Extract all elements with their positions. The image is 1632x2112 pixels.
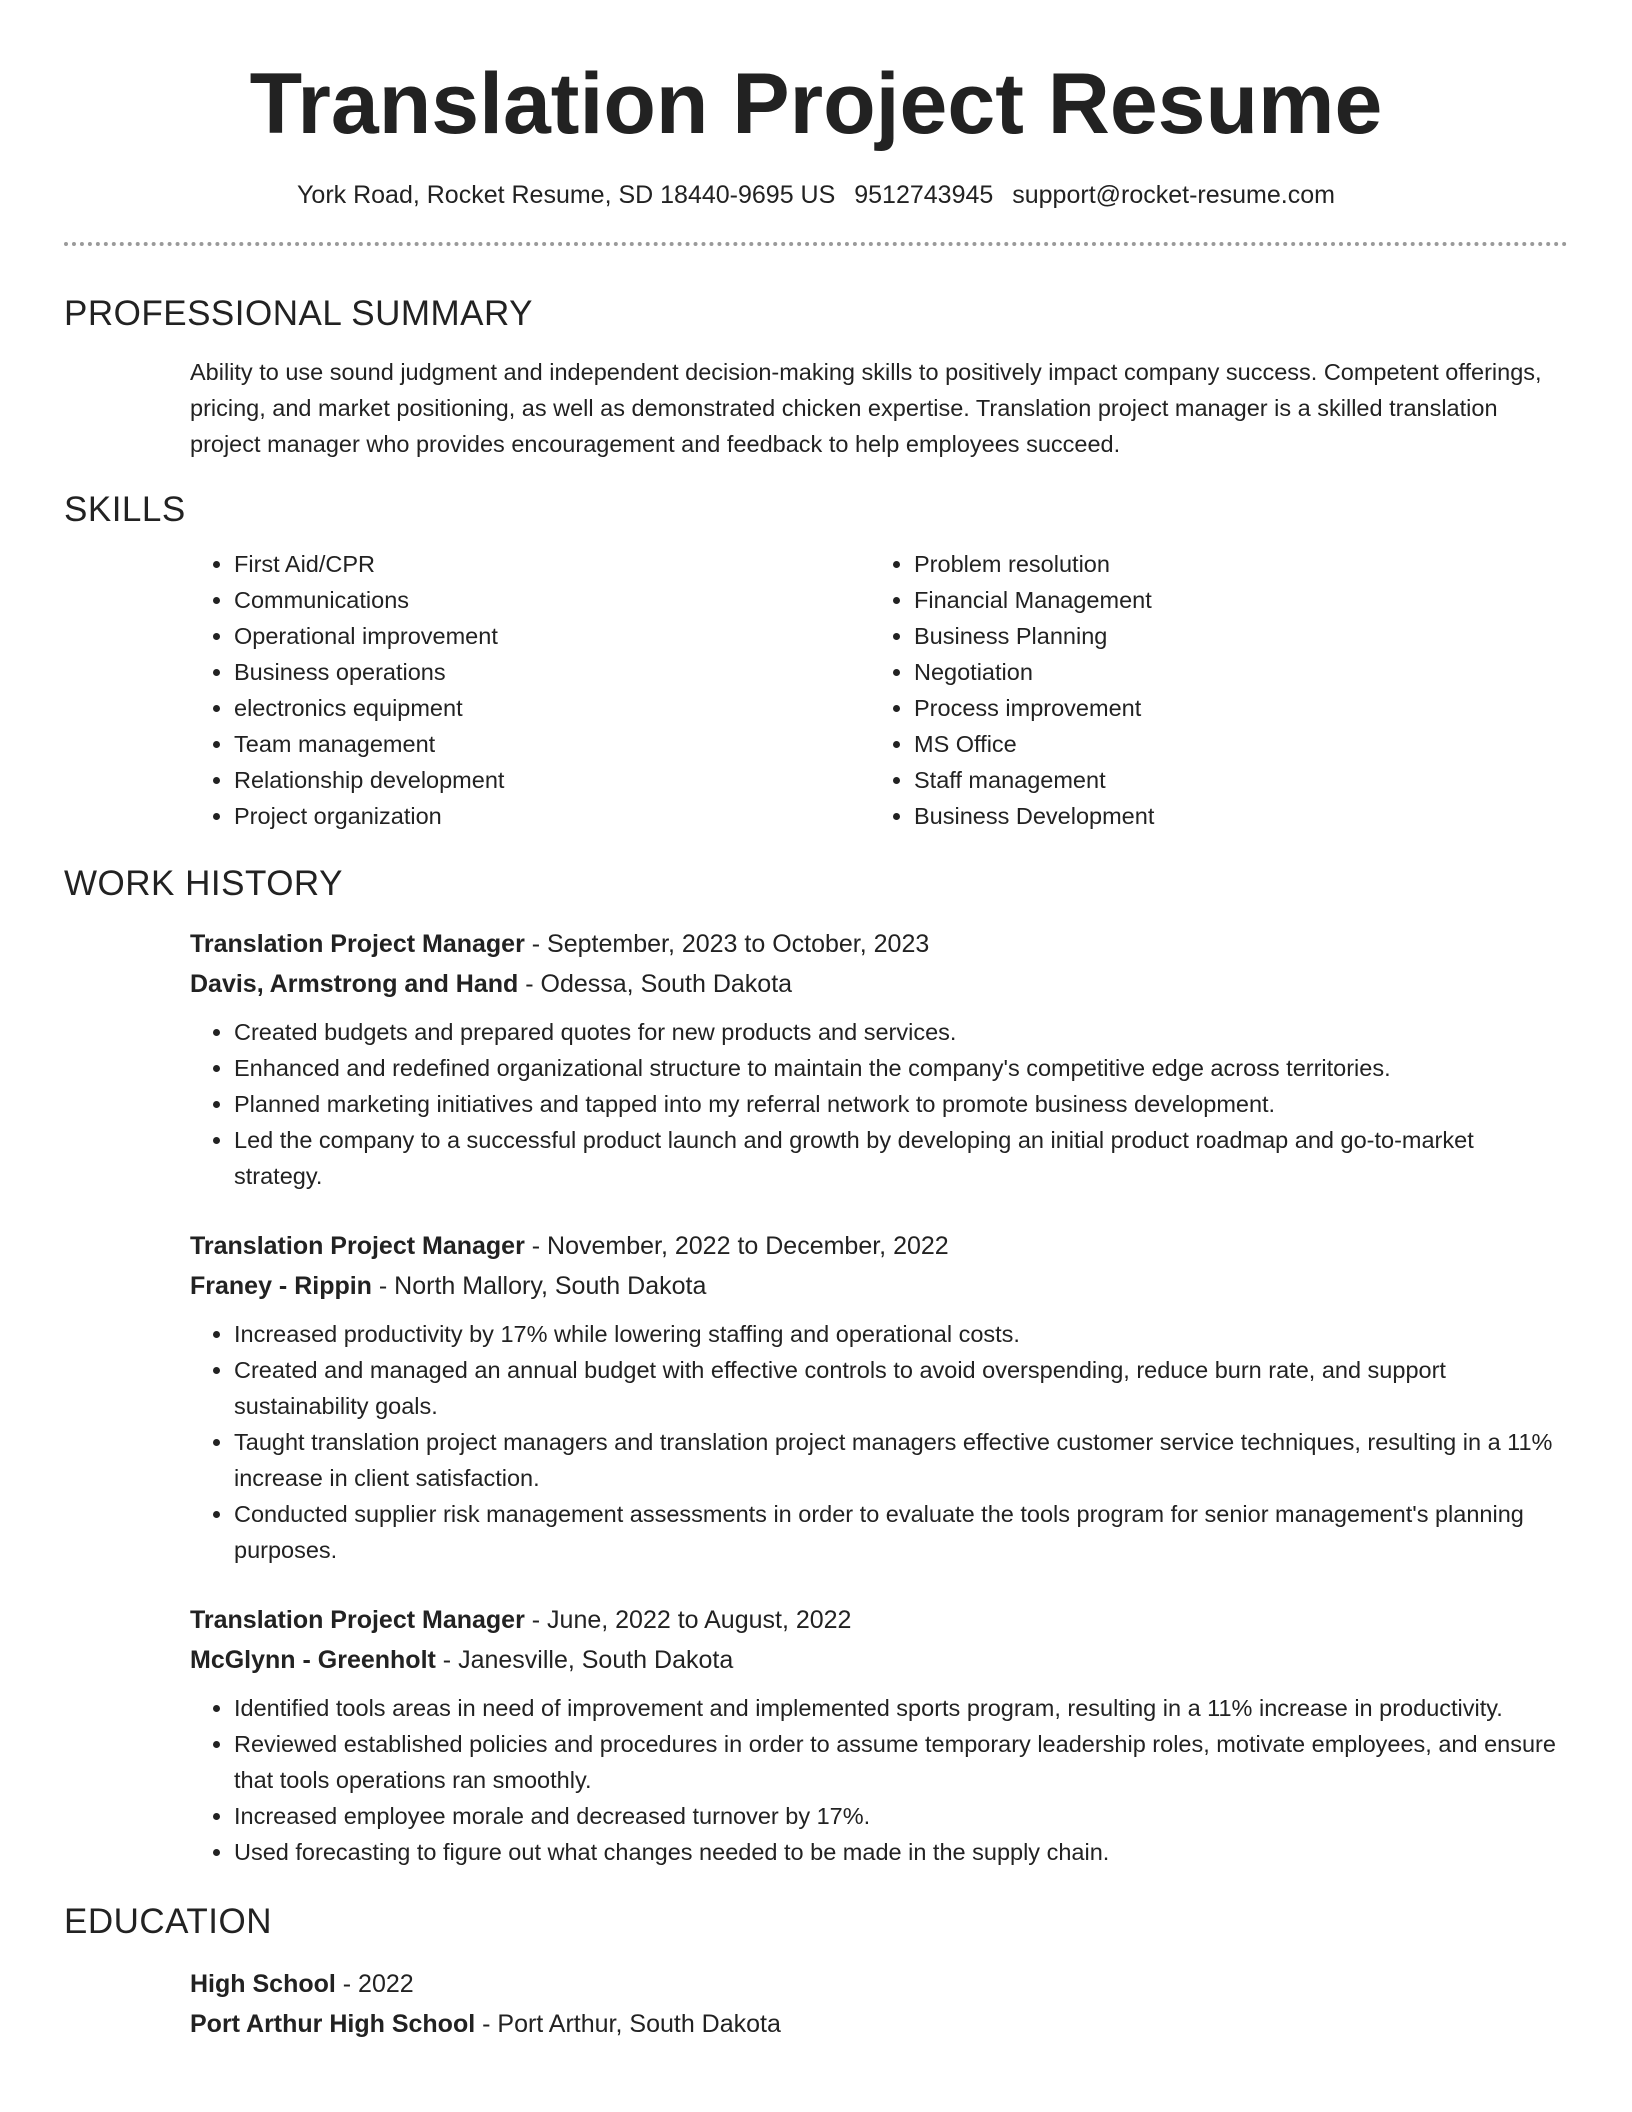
job-bullet: • Led the company to a successful product launch and growth by developing an initial product roadmap and go-to-market strategy. [234,1122,1568,1194]
contact-line [64,178,1568,212]
contact-phone: 9512743945 [854,181,994,209]
job-bullet: • Planned marketing initiatives and tapped into my referral network to promote business development. [234,1086,1568,1122]
job-dates: - June, 2022 to August, 2022 [524,1606,852,1634]
summary-heading: PROFESSIONAL SUMMARY [64,294,533,333]
skill-item: • Financial Management [914,582,1534,618]
job-title-line [190,924,1568,964]
header-divider [64,242,1568,246]
job-company-line [190,1640,1568,1680]
education-school: Port Arthur High School [190,2010,476,2038]
skill-item: • First Aid/CPR [234,546,870,582]
job-title: Translation Project Manager [190,1606,525,1634]
skill-item: • Relationship development [234,762,870,798]
skill-item: • electronics equipment [234,690,870,726]
job-bullet: • Created and managed an annual budget with effective controls to avoid overspending, reduce burn rate, and support sustainability goals. [234,1352,1568,1424]
education-location: - Port Arthur, South Dakota [475,2010,781,2038]
skill-item: • MS Office [914,726,1534,762]
education-heading: EDUCATION [64,1902,273,1941]
job-bullet: • Conducted supplier risk management assessments in order to evaluate the tools program for senior management's planning purposes. [234,1496,1568,1568]
summary-text: Ability to use sound judgment and independent decision-making skills to positively impact company success. Competent offerings, pricing, and market positioning, as well as demonstrated chicken expertise. Translation project manager is a skilled translation project manager who provides encouragement and feedback to help employees succeed. [190,359,1542,457]
job-company: Davis, Armstrong and Hand [190,970,519,998]
job-dates: - September, 2023 to October, 2023 [524,930,930,958]
job-bullet: • Taught translation project managers and translation project managers effective customer service techniques, resulting in a 11% increase in client satisfaction. [234,1424,1568,1496]
skills-list [190,546,1568,834]
job-location: - Janesville, South Dakota [435,1646,734,1674]
job-bullet: • Used forecasting to figure out what changes needed to be made in the supply chain. [234,1834,1568,1870]
skills-column-right [870,546,1534,834]
education-school-line [190,2004,1568,2044]
skill-item: • Process improvement [914,690,1534,726]
contact-email: support@rocket-resume.com [1012,181,1335,209]
skill-item: • Negotiation [914,654,1534,690]
skill-item: • Operational improvement [234,618,870,654]
job-entry [190,1600,1568,1870]
job-entry [190,1226,1568,1568]
job-bullets [190,1316,1568,1568]
job-bullets [190,1014,1568,1194]
resume-page [64,0,1568,2044]
job-bullet: • Enhanced and redefined organizational structure to maintain the company's competitive edge across territories. [234,1050,1568,1086]
job-title-line [190,1600,1568,1640]
job-company-line [190,964,1568,1004]
work-heading: WORK HISTORY [64,864,343,903]
skill-item: • Business operations [234,654,870,690]
job-bullets [190,1690,1568,1870]
job-bullet: • Increased employee morale and decreased turnover by 17%. [234,1798,1568,1834]
job-company-line [190,1266,1568,1306]
job-bullet: • Created budgets and prepared quotes for new products and services. [234,1014,1568,1050]
education-degree: High School [190,1970,336,1998]
job-dates: - November, 2022 to December, 2022 [524,1232,949,1260]
job-bullet: • Reviewed established policies and procedures in order to assume temporary leadership roles, motivate employees, and ensure that tools operations ran smoothly. [234,1726,1568,1798]
job-bullet: • Identified tools areas in need of improvement and implemented sports program, resulting in a 11% increase in productivity. [234,1690,1568,1726]
skill-item: • Business Development [914,798,1534,834]
job-title-line [190,1226,1568,1266]
job-title: Translation Project Manager [190,1232,525,1260]
skills-column-left [190,546,870,834]
job-entry [190,924,1568,1194]
resume-title: Translation Project Resume [249,56,1383,152]
job-company: McGlynn - Greenholt [190,1646,436,1674]
job-company: Franey - Rippin [190,1272,372,1300]
skill-item: • Problem resolution [914,546,1534,582]
skill-item: • Project organization [234,798,870,834]
job-location: - North Mallory, South Dakota [371,1272,707,1300]
skill-item: • Team management [234,726,870,762]
skill-item: • Communications [234,582,870,618]
job-title: Translation Project Manager [190,930,525,958]
contact-address: York Road, Rocket Resume, SD 18440-9695 US [297,181,836,209]
education-entry [190,1964,1568,2044]
skills-heading: SKILLS [64,490,186,529]
education-year: - 2022 [335,1970,414,1998]
skill-item: • Staff management [914,762,1534,798]
job-location: - Odessa, South Dakota [518,970,793,998]
skill-item: • Business Planning [914,618,1534,654]
job-bullet: • Increased productivity by 17% while lowering staffing and operational costs. [234,1316,1568,1352]
education-degree-line [190,1964,1568,2004]
